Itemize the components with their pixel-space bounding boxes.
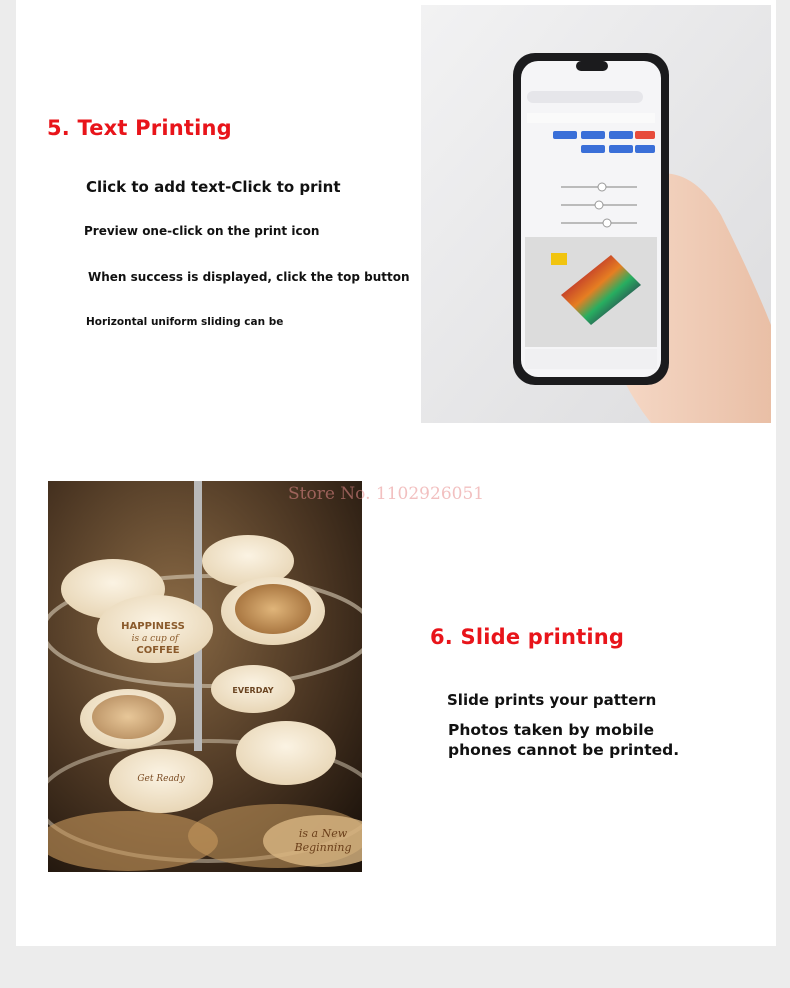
section-5-line-2: Preview one-click on the print icon <box>84 224 320 238</box>
section-5-line-4: Horizontal uniform sliding can be <box>86 316 284 328</box>
cookie-text-2: is a cup of <box>131 634 179 644</box>
phone-in-hand-photo <box>421 5 771 423</box>
section-5-line-3: When success is displayed, click the top button <box>88 270 410 284</box>
store-watermark: Store No. 1102926051 <box>288 484 485 504</box>
cookie-text-1: HAPPINESS <box>121 621 185 632</box>
section-5-line-1: Click to add text-Click to print <box>86 178 341 196</box>
section-6-line-2: Photos taken by mobile <box>448 721 655 739</box>
cookie-text-5: Get Ready <box>137 774 185 784</box>
cookie-text-4: EVERDAY <box>232 686 274 695</box>
cookie-text-6: is a New <box>298 827 348 840</box>
section-6-line-1: Slide prints your pattern <box>447 691 657 709</box>
section-6-title: 6. Slide printing <box>430 625 625 649</box>
cookie-text-3: COFFEE <box>136 645 180 656</box>
printed-cookies-photo <box>48 481 362 872</box>
section-5-title: 5. Text Printing <box>47 116 232 140</box>
cookie-text-7: Beginning <box>294 841 352 854</box>
phone-in-hand-illustration <box>421 5 771 423</box>
printed-cookies-illustration <box>48 481 362 872</box>
section-6-line-3: phones cannot be printed. <box>448 741 680 759</box>
